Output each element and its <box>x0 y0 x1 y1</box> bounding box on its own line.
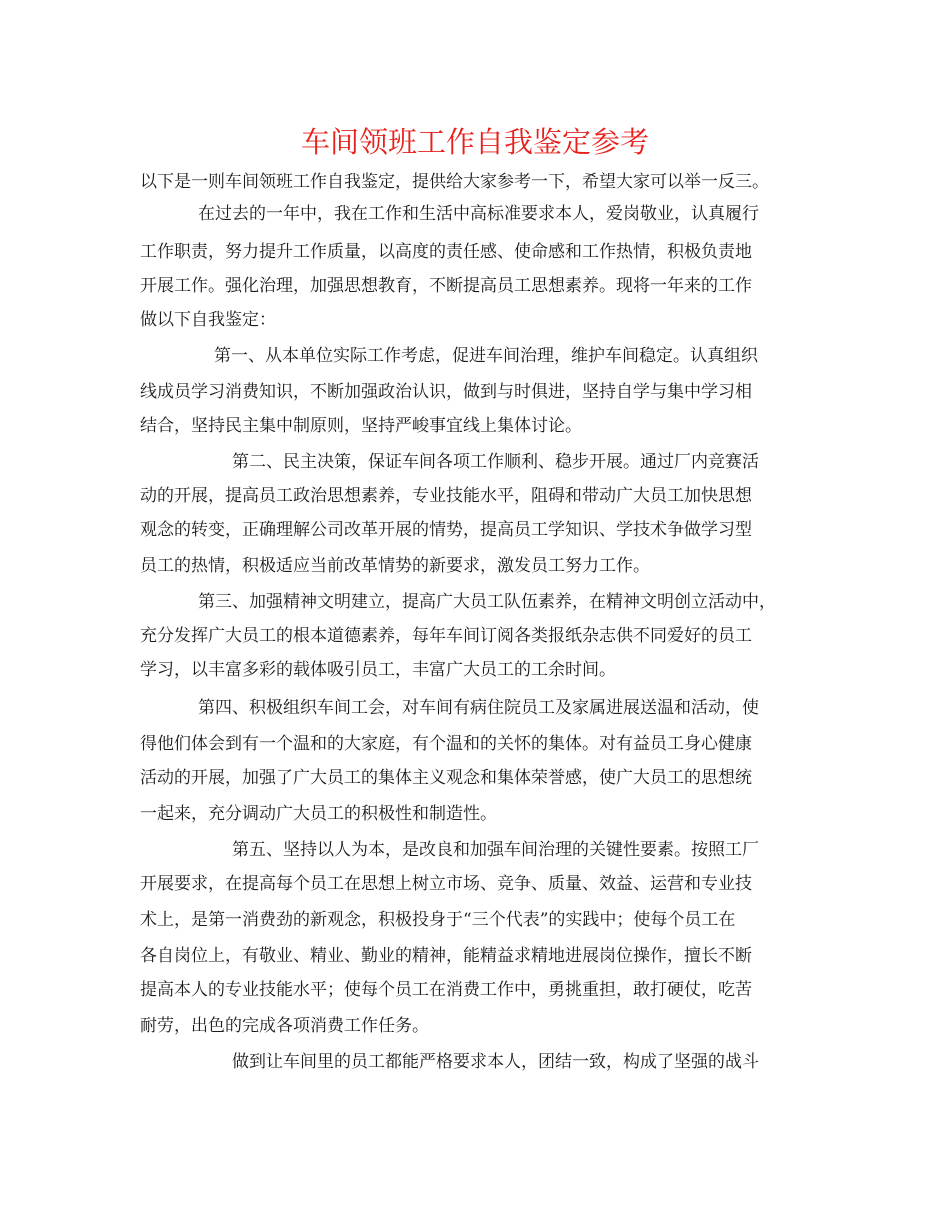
paragraph-line: 各自岗位上，有敬业、精业、勤业的精神，能精益求精地进展岗位操作，擅长不断 <box>140 946 752 966</box>
paragraph-line: 学习，以丰富多彩的载体吸引员工，丰富广大员工的工余时间。 <box>140 660 616 680</box>
paragraph-line: 第二、民主决策，保证车间各项工作顺利、稳步开展。通过厂内竞赛活 <box>232 452 759 472</box>
paragraph-line: 做以下自我鉴定： <box>140 310 276 330</box>
paragraph-line: 线成员学习消费知识，不断加强政治认识，做到与时俱进，坚持自学与集中学习相 <box>140 382 752 402</box>
paragraph-line: 第四、积极组织车间工会，对车间有病住院员工及家属进展送温和活动，使 <box>198 698 759 718</box>
paragraph-line: 开展工作。强化治理，加强思想教育，不断提高员工思想素养。现将一年来的工作 <box>140 276 752 296</box>
document-title: 车间领班工作自我鉴定参考 <box>300 125 649 159</box>
paragraph-line: 一起来，充分调动广大员工的积极性和制造性。 <box>140 804 497 824</box>
paragraph-line: 动的开展，提高员工政治思想素养，专业技能水平，阻碍和带动广大员工加快思想 <box>140 486 752 506</box>
paragraph-line: 工作职责，努力提升工作质量，以高度的责任感、使命感和工作热情，积极负责地 <box>140 242 752 262</box>
paragraph-line: 活动的开展，加强了广大员工的集体主义观念和集体荣誉感，使广大员工的思想统 <box>140 768 752 788</box>
paragraph-line: 耐劳，出色的完成各项消费工作任务。 <box>140 1016 429 1036</box>
paragraph-line: 员工的热情，积极适应当前改革情势的新要求，激发员工努力工作。 <box>140 556 650 576</box>
paragraph-line: 第一、从本单位实际工作考虑，促进车间治理，维护车间稳定。认真组织 <box>214 346 758 366</box>
paragraph-line: 第三、加强精神文明建立，提高广大员工队伍素养，在精神文明创立活动中， <box>198 592 776 612</box>
paragraph-line: 术上，是第一消费劲的新观念，积极投身于“三个代表”的实践中；使每个员工在 <box>140 910 736 930</box>
paragraph-line: 充分发挥广大员工的根本道德素养，每年车间订阅各类报纸杂志供不同爱好的员工 <box>140 626 752 646</box>
paragraph-line: 在过去的一年中，我在工作和生活中高标准要求本人，爱岗敬业，认真履行 <box>198 204 759 224</box>
paragraph-line: 提高本人的专业技能水平；使每个员工在消费工作中，勇挑重担，敢打硬仗，吃苦 <box>140 980 752 1000</box>
intro-line: 以下是一则车间领班工作自我鉴定，提供给大家参考一下，希望大家可以举一反三。 <box>140 172 769 192</box>
paragraph-line: 开展要求，在提高每个员工在思想上树立市场、竞争、质量、效益、运营和专业技 <box>140 874 752 894</box>
paragraph-line: 第五、坚持以人为本，是改良和加强车间治理的关键性要素。按照工厂 <box>232 840 759 860</box>
paragraph-line: 结合，坚持民主集中制原则，坚持严峻事宜线上集体讨论。 <box>140 416 582 436</box>
paragraph-line: 得他们体会到有一个温和的大家庭，有个温和的关怀的集体。对有益员工身心健康 <box>140 734 752 754</box>
paragraph-line: 做到让车间里的员工都能严格要求本人，团结一致，构成了坚强的战斗 <box>232 1052 759 1072</box>
paragraph-line: 观念的转变，正确理解公司改革开展的情势，提高员工学知识、学技术争做学习型 <box>140 520 752 540</box>
